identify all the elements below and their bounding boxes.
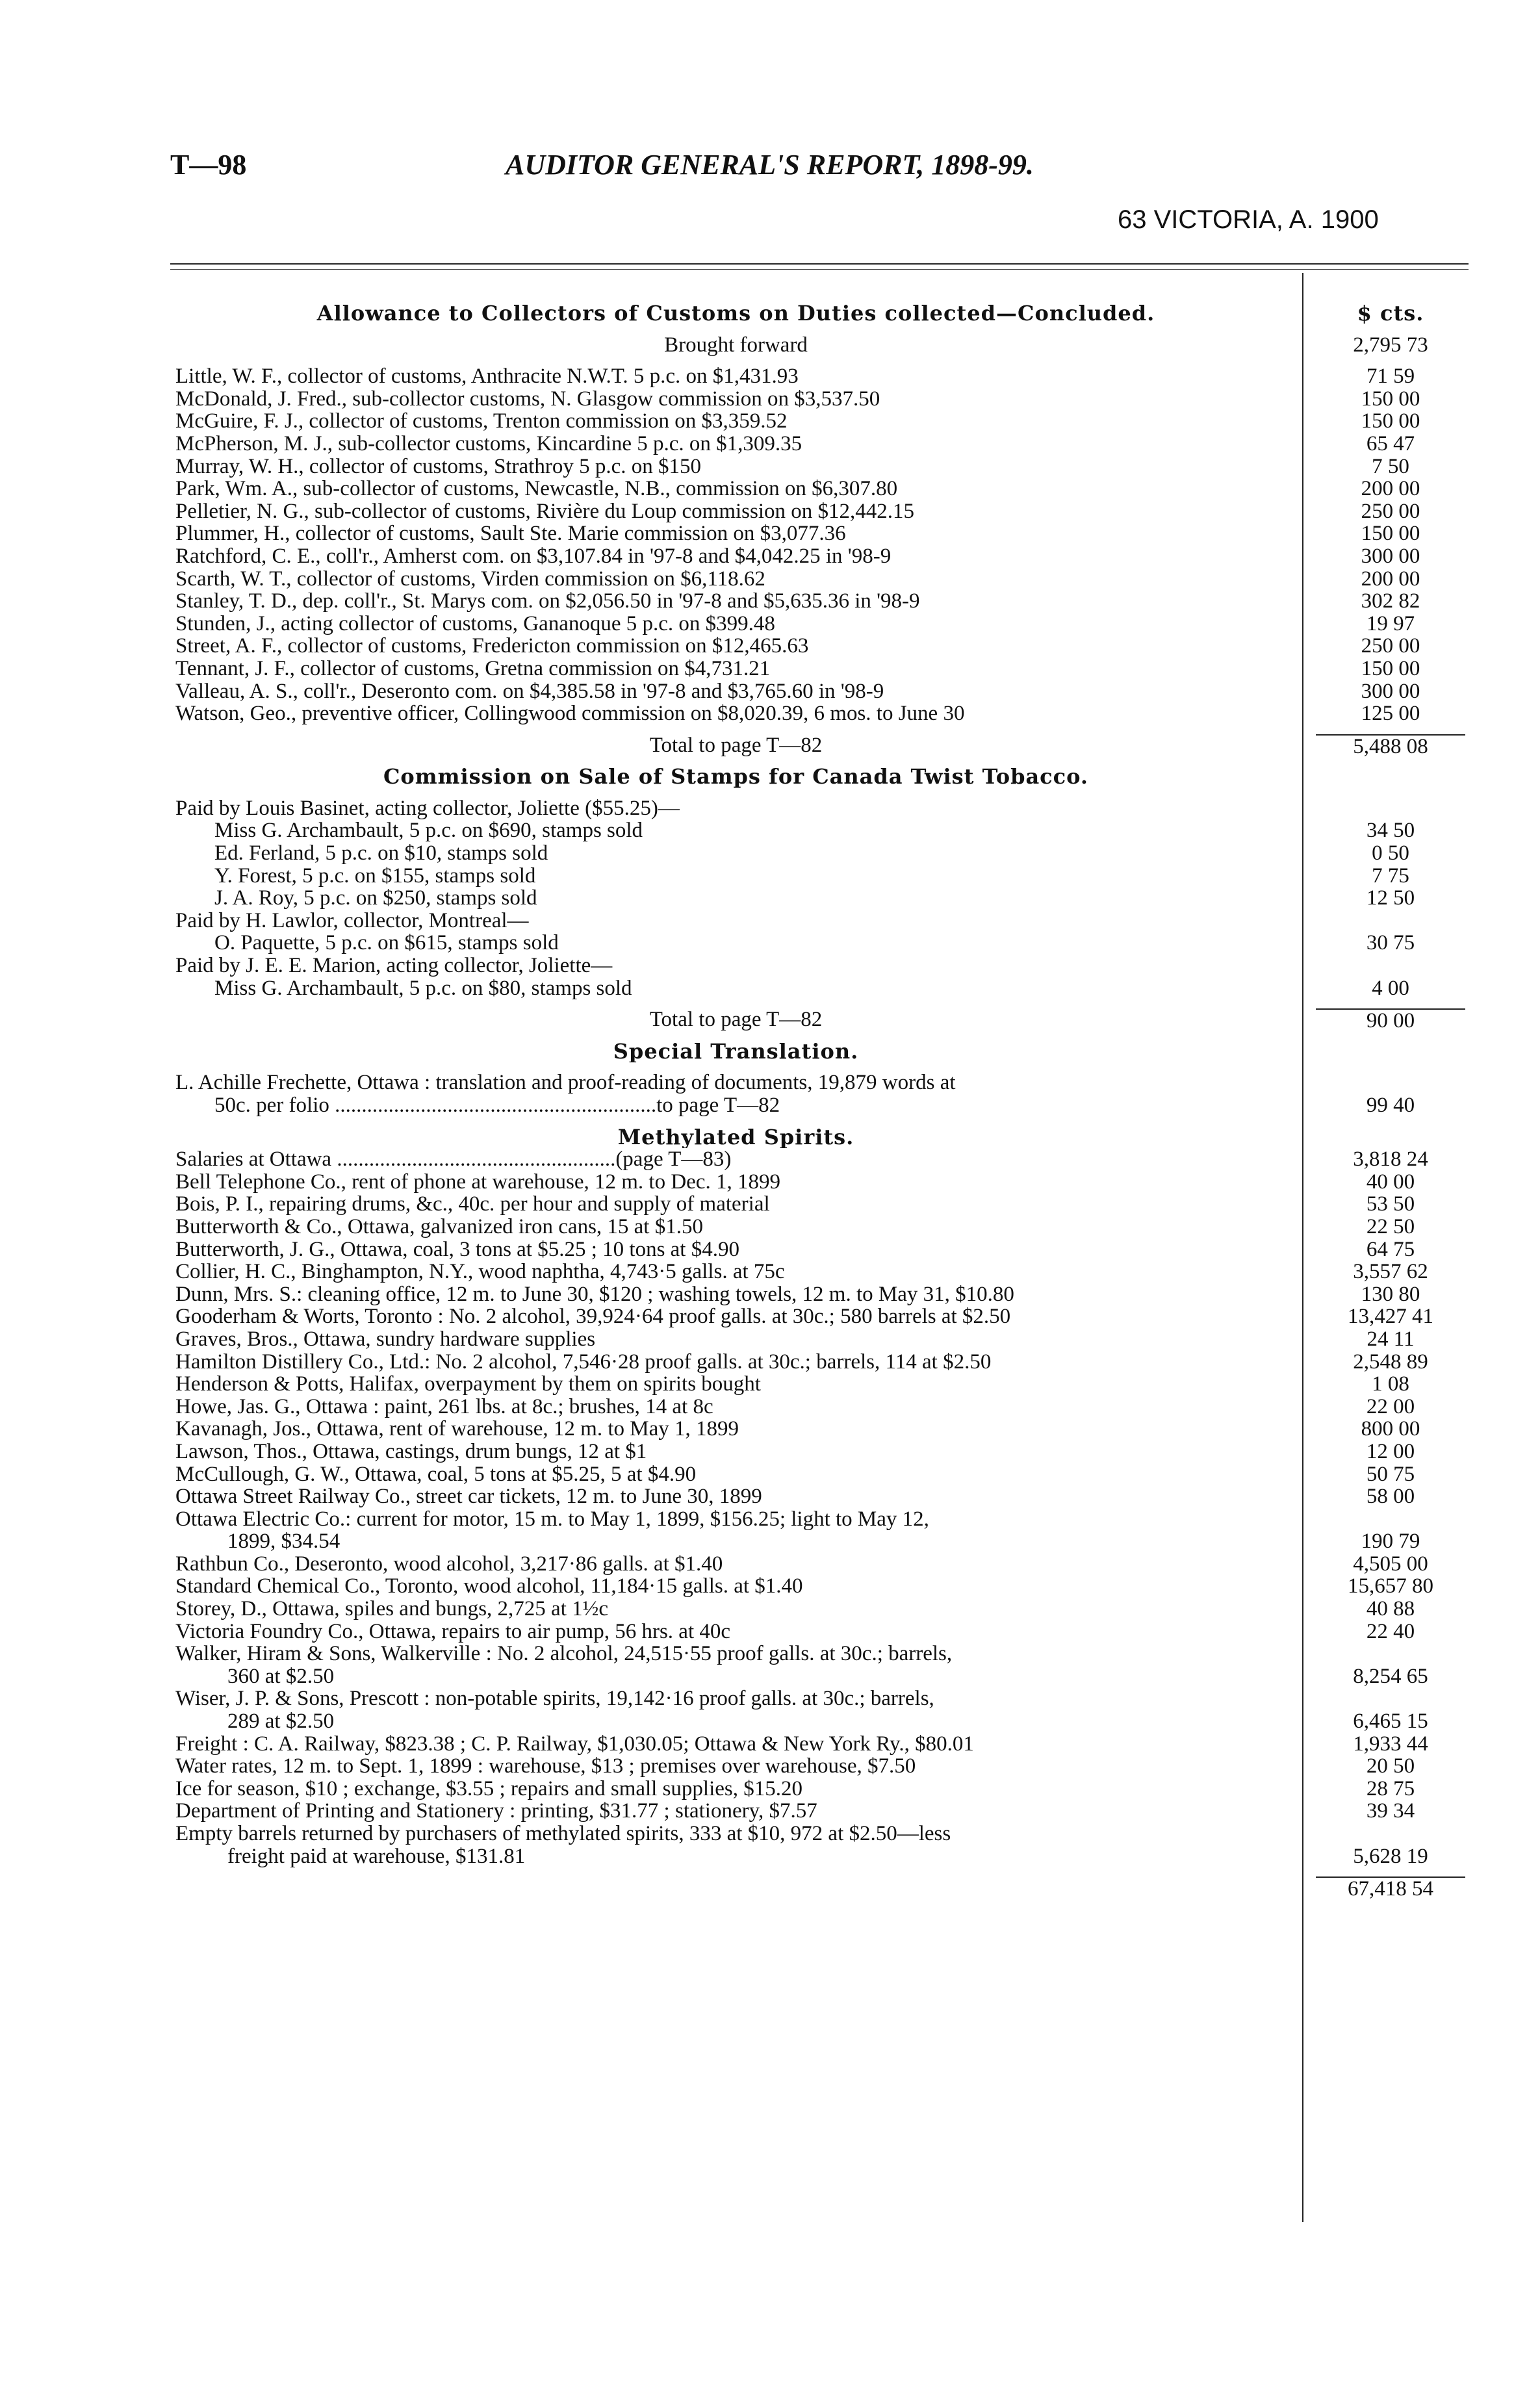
ledger-row-amount: 150 00 [1361,522,1420,546]
ledger-row-amount: 3,557 62 [1353,1260,1428,1284]
ledger-row [175,887,1465,910]
ledger-row [175,1687,1465,1710]
ledger-row [175,1441,1465,1463]
ledger-row [175,1463,1465,1486]
ledger-row [175,388,1465,411]
ledger-row-text: Bell Telephone Co., rent of phone at warehouse, 12 m. to Dec. 1, 1899 [175,1170,780,1194]
ledger-row [175,702,1465,725]
ledger-row-amount: 190 79 [1361,1530,1420,1554]
ledger-row-amount: 12 50 [1366,886,1415,910]
stamps-heading-row [175,765,1465,788]
ledger-row-text: Little, W. F., collector of customs, Anthracite N.W.T. 5 p.c. on $1,431.93 [175,365,799,388]
ledger-row [175,797,1465,820]
ledger-row-amount: 50 75 [1366,1462,1415,1486]
ledger-row [175,568,1465,591]
ledger-row-amount: 64 75 [1366,1237,1415,1261]
ledger-row [175,819,1465,842]
ledger-row-text: Bois, P. I., repairing drums, &c., 40c. per hour and supply of material [175,1193,770,1216]
ledger-row-text: Ratchford, C. E., coll'r., Amherst com. on $3,107.84 in '97-8 and $4,042.25 in '98-9 [175,544,892,568]
ledger-row-text: Empty barrels returned by purchasers of methylated spirits, 333 at $10, 972 at $2.50—less [175,1823,951,1845]
ledger-row-amount: 22 00 [1366,1394,1415,1418]
ledger-row [175,545,1465,568]
ledger-row [175,1530,1465,1553]
ledger-row-text: Murray, W. H., collector of customs, Strathroy 5 p.c. on $150 [175,455,701,478]
ledger-row-text: Butterworth & Co., Ottawa, galvanized iron cans, 15 at $1.50 [175,1215,703,1238]
ledger-row-text: Pelletier, N. G., sub-collector of customs, Rivière du Loup commission on $12,442.15 [175,500,915,523]
volume-label: 63 VICTORIA, A. 1900 [1118,205,1379,234]
ledger-row-text: O. Paquette, 5 p.c. on $615, stamps sold [214,932,559,955]
collectors-heading: Allowance to Collectors of Customs on Duties collected—Concluded. [316,302,1155,325]
ledger-row-text: Gooderham & Worts, Toronto : No. 2 alcohol, 39,924·64 proof galls. at 30c.; 580 barrels at $2.50 [175,1305,1011,1328]
report-title: AUDITOR GENERAL'S REPORT, 1898-99. [506,149,1034,181]
translation-row-2 [175,1094,1465,1117]
header-rule [170,263,1469,270]
stamps-total-row [175,1008,1465,1031]
ledger-row [175,1148,1465,1171]
ledger-row [175,910,1465,932]
ledger-row-amount: 300 00 [1361,544,1420,568]
ledger-row-text: 360 at $2.50 [227,1665,335,1688]
ledger-row [175,1193,1465,1216]
ledger-row [175,1305,1465,1328]
ledger-row-text: Tennant, J. F., collector of customs, Gretna commission on $4,731.21 [175,657,771,680]
ledger-row [175,613,1465,635]
ledger-row-text: Collier, H. C., Binghampton, N.Y., wood naphtha, 4,743·5 galls. at 75c [175,1261,785,1283]
ledger-row-amount: 6,465 15 [1353,1710,1428,1734]
ledger-row-amount: 7 75 [1372,864,1409,888]
ledger-row-amount: 250 00 [1361,634,1420,658]
ledger-row-text: Paid by J. E. E. Marion, acting collector, Joliette— [175,954,613,977]
ledger-row [175,1216,1465,1238]
translation-text-1: L. Achille Frechette, Ottawa : translation and proof-reading of documents, 19,879 words at [175,1071,956,1094]
ledger-row-text: Freight : C. A. Railway, $823.38 ; C. P. Railway, $1,030.05; Ottawa & New York Ry., $80.01 [175,1732,974,1756]
ledger-row [175,1238,1465,1261]
spirits-heading-row [175,1126,1465,1149]
ledger-row-text: McPherson, M. J., sub-collector customs, Kincardine 5 p.c. on $1,309.35 [175,432,802,455]
ledger-row [175,977,1465,1000]
ledger-row [175,1328,1465,1351]
brought-forward-row [175,334,1465,357]
ledger-row-text: Ed. Ferland, 5 p.c. on $10, stamps sold [214,842,548,865]
spirits-total-amount: 67,418 54 [1316,1876,1465,1901]
spirits-total-row [175,1876,1465,1899]
ledger-row-text: Standard Chemical Co., Toronto, wood alcohol, 11,184·15 galls. at $1.40 [175,1575,803,1598]
ledger-row-amount: 39 34 [1366,1799,1415,1823]
ledger-row [175,1778,1465,1800]
ledger-row-text: Graves, Bros., Ottawa, sundry hardware supplies [175,1327,596,1351]
ledger-row [175,1351,1465,1374]
ledger-row-text: J. A. Roy, 5 p.c. on $250, stamps sold [214,887,537,910]
ledger-row-amount: 28 75 [1366,1776,1415,1800]
ledger-row-text: 289 at $2.50 [227,1710,335,1733]
ledger-row [175,842,1465,865]
stamps-total-amount: 90 00 [1316,1008,1465,1032]
ledger-row-text: Wiser, J. P. & Sons, Prescott : non-potable spirits, 19,142·16 proof galls. at 30c.; barrels, [175,1687,934,1711]
ledger-row [175,1755,1465,1778]
ledger-row-text: Rathbun Co., Deseronto, wood alcohol, 3,217·86 galls. at $1.40 [175,1552,723,1576]
ledger-row-amount: 150 00 [1361,656,1420,680]
ledger-row-amount: 130 80 [1361,1282,1420,1306]
ledger-row-text: Dunn, Mrs. S.: cleaning office, 12 m. to June 30, $120 ; washing towels, 12 m. to May 31, $10.80 [175,1283,1014,1306]
ledger-row-amount: 40 00 [1366,1170,1415,1194]
ledger-row-amount: 40 88 [1366,1597,1415,1621]
ledger-row-amount: 302 82 [1361,589,1420,613]
stamps-heading: Commission on Sale of Stamps for Canada Twist Tobacco. [383,765,1089,788]
ledger-row-amount: 22 50 [1366,1214,1415,1238]
translation-row-1 [175,1071,1465,1094]
report-body [175,302,1465,1899]
ledger-row-amount: 22 40 [1366,1619,1415,1643]
ledger-row-text: McCullough, G. W., Ottawa, coal, 5 tons at $5.25, 5 at $4.90 [175,1463,697,1486]
ledger-row [175,1575,1465,1598]
ledger-row-amount: 20 50 [1366,1754,1415,1778]
ledger-row-text: McDonald, J. Fred., sub-collector customs, N. Glasgow commission on $3,537.50 [175,387,880,411]
translation-heading-row [175,1040,1465,1063]
stamps-total-label: Total to page T—82 [649,1008,823,1031]
ledger-row-text: McGuire, F. J., collector of customs, Trenton commission on $3,359.52 [175,410,788,433]
ledger-row-amount: 200 00 [1361,567,1420,591]
spirits-list [175,1148,1465,1867]
ledger-row-amount: 1,933 44 [1353,1732,1428,1756]
ledger-row-amount: 150 00 [1361,409,1420,433]
ledger-row-text: Department of Printing and Stationery : printing, $31.77 ; stationery, $7.57 [175,1800,817,1823]
ledger-row-amount: 65 47 [1366,431,1415,455]
ledger-row-amount: 4 00 [1372,976,1409,1000]
ledger-row-text: Walker, Hiram & Sons, Walkerville : No. 2 alcohol, 24,515·55 proof galls. at 30c.; barrels, [175,1643,953,1665]
ledger-row-text: Stanley, T. D., dep. coll'r., St. Marys com. on $2,056.50 in '97-8 and $5,635.36 in '98-9 [175,590,920,613]
ledger-row [175,680,1465,703]
ledger-row [175,1171,1465,1194]
ledger-row-text: Street, A. F., collector of customs, Fredericton commission on $12,465.63 [175,635,809,658]
brought-forward-label: Brought forward [664,333,808,357]
ledger-row-amount: 34 50 [1366,819,1415,843]
ledger-row-text: Paid by H. Lawlor, collector, Montreal— [175,909,529,932]
ledger-row-text: 1899, $34.54 [227,1530,340,1553]
ledger-row-amount: 2,548 89 [1353,1350,1428,1374]
ledger-row [175,1553,1465,1576]
ledger-row-amount: 300 00 [1361,679,1420,703]
collectors-total-row [175,734,1465,757]
ledger-row [175,365,1465,388]
ledger-row-text: Kavanagh, Jos., Ottawa, rent of warehouse, 12 m. to May 1, 1899 [175,1418,739,1441]
ledger-row [175,1800,1465,1823]
ledger-row-amount: 1 08 [1372,1372,1409,1396]
ledger-row [175,1396,1465,1418]
ledger-row-amount: 0 50 [1372,841,1409,865]
ledger-row-text: Ottawa Street Railway Co., street car tickets, 12 m. to June 30, 1899 [175,1485,762,1508]
ledger-row [175,1283,1465,1306]
ledger-row [175,1643,1465,1665]
ledger-row-text: Plummer, H., collector of customs, Sault Ste. Marie commission on $3,077.36 [175,522,846,545]
ledger-row-amount: 800 00 [1361,1417,1420,1441]
ledger-row-text: Lawson, Thos., Ottawa, castings, drum bungs, 12 at $1 [175,1440,647,1463]
ledger-row-text: Watson, Geo., preventive officer, Collingwood commission on $8,020.39, 6 mos. to June 30 [175,702,965,725]
ledger-row-amount: 30 75 [1366,931,1415,955]
ledger-row-text: Park, Wm. A., sub-collector of customs, Newcastle, N.B., commission on $6,307.80 [175,478,898,500]
ledger-row [175,1710,1465,1733]
ledger-row-amount: 53 50 [1366,1192,1415,1216]
ledger-row-text: Y. Forest, 5 p.c. on $155, stamps sold [214,864,536,888]
ledger-row [175,500,1465,523]
ledger-row-text: Stunden, J., acting collector of customs, Gananoque 5 p.c. on $399.48 [175,612,775,635]
ledger-row [175,1733,1465,1756]
ledger-row-amount: 15,657 80 [1348,1574,1433,1598]
ledger-row [175,1508,1465,1531]
ledger-row [175,1665,1465,1688]
translation-text-2: 50c. per folio ............................................................to page T—82 [214,1094,780,1117]
ledger-row-amount: 200 00 [1361,477,1420,501]
ledger-row [175,522,1465,545]
ledger-row-amount: 13,427 41 [1348,1305,1433,1329]
ledger-row-text: Valleau, A. S., coll'r., Deseronto com. on $4,385.58 in '97-8 and $3,765.60 in '98-9 [175,680,884,703]
ledger-row-text: Paid by Louis Basinet, acting collector, Joliette ($55.25)— [175,797,680,820]
ledger-row [175,1418,1465,1441]
ledger-row [175,1823,1465,1845]
ledger-row-amount: 5,628 19 [1353,1844,1428,1868]
ledger-row-text: Henderson & Potts, Halifax, overpayment by them on spirits bought [175,1373,761,1396]
ledger-row-text: Howe, Jas. G., Ottawa : paint, 261 lbs. at 8c.; brushes, 14 at 8c [175,1395,713,1418]
spirits-heading: Methylated Spirits. [617,1125,854,1149]
ledger-row-amount: 125 00 [1361,702,1420,726]
collectors-total-label: Total to page T—82 [649,734,823,757]
ledger-row-text: Water rates, 12 m. to Sept. 1, 1899 : warehouse, $13 ; premises over warehouse, $7.50 [175,1755,916,1778]
ledger-row-text: Miss G. Archambault, 5 p.c. on $690, stamps sold [214,819,643,843]
ledger-row-text: Victoria Foundry Co., Ottawa, repairs to air pump, 56 hrs. at 40c [175,1620,731,1643]
ledger-row [175,1845,1465,1868]
ledger-row-text: freight paid at warehouse, $131.81 [227,1845,526,1868]
page-number: T—98 [170,149,247,181]
ledger-row [175,932,1465,954]
amount-column-header: $ cts. [1357,301,1424,326]
ledger-row [175,1598,1465,1620]
ledger-row-amount: 150 00 [1361,387,1420,411]
ledger-row [175,1261,1465,1283]
ledger-row [175,1485,1465,1508]
ledger-row [175,1373,1465,1396]
translation-heading: Special Translation. [613,1040,859,1063]
ledger-row [175,635,1465,658]
collectors-total-amount: 5,488 08 [1316,734,1465,758]
ledger-row [175,865,1465,888]
ledger-row-text: Salaries at Ottawa ....................................................(page T—83) [175,1148,732,1171]
brought-forward-amount: 2,795 73 [1353,333,1428,357]
ledger-row-text: Storey, D., Ottawa, spiles and bungs, 2,725 at 1½c [175,1598,609,1620]
ledger-row [175,590,1465,613]
ledger-row [175,478,1465,500]
ledger-row-amount: 71 59 [1366,365,1415,389]
ledger-row-text: Ice for season, $10 ; exchange, $3.55 ; repairs and small supplies, $15.20 [175,1777,803,1800]
ledger-row-amount: 7 50 [1372,454,1409,478]
ledger-row-amount: 24 11 [1367,1327,1415,1351]
ledger-row-amount: 8,254 65 [1353,1664,1428,1688]
ledger-row-text: Butterworth, J. G., Ottawa, coal, 3 tons at $5.25 ; 10 tons at $4.90 [175,1238,739,1261]
ledger-row-amount: 58 00 [1366,1485,1415,1509]
stamps-list [175,797,1465,999]
ledger-row-text: Miss G. Archambault, 5 p.c. on $80, stamps sold [214,977,632,1000]
ledger-row-amount: 3,818 24 [1353,1147,1428,1172]
ledger-row [175,410,1465,433]
ledger-row-text: Scarth, W. T., collector of customs, Virden commission on $6,118.62 [175,567,765,591]
ledger-row-amount: 12 00 [1366,1439,1415,1463]
ledger-row [175,455,1465,478]
ledger-row-amount: 250 00 [1361,499,1420,523]
ledger-row [175,954,1465,977]
ledger-row [175,1620,1465,1643]
ledger-row-amount: 19 97 [1366,611,1415,635]
collectors-heading-row [175,302,1465,325]
translation-amount: 99 40 [1366,1094,1415,1117]
ledger-row-text: Hamilton Distillery Co., Ltd.: No. 2 alcohol, 7,546·28 proof galls. at 30c.; barrels, 114 at $2.50 [175,1350,992,1374]
ledger-row-amount: 4,505 00 [1353,1552,1428,1576]
ledger-row [175,658,1465,680]
ledger-row-text: Ottawa Electric Co.: current for motor, 15 m. to May 1, 1899, $156.25; light to May 12, [175,1507,929,1531]
ledger-row [175,433,1465,455]
collectors-list [175,365,1465,725]
